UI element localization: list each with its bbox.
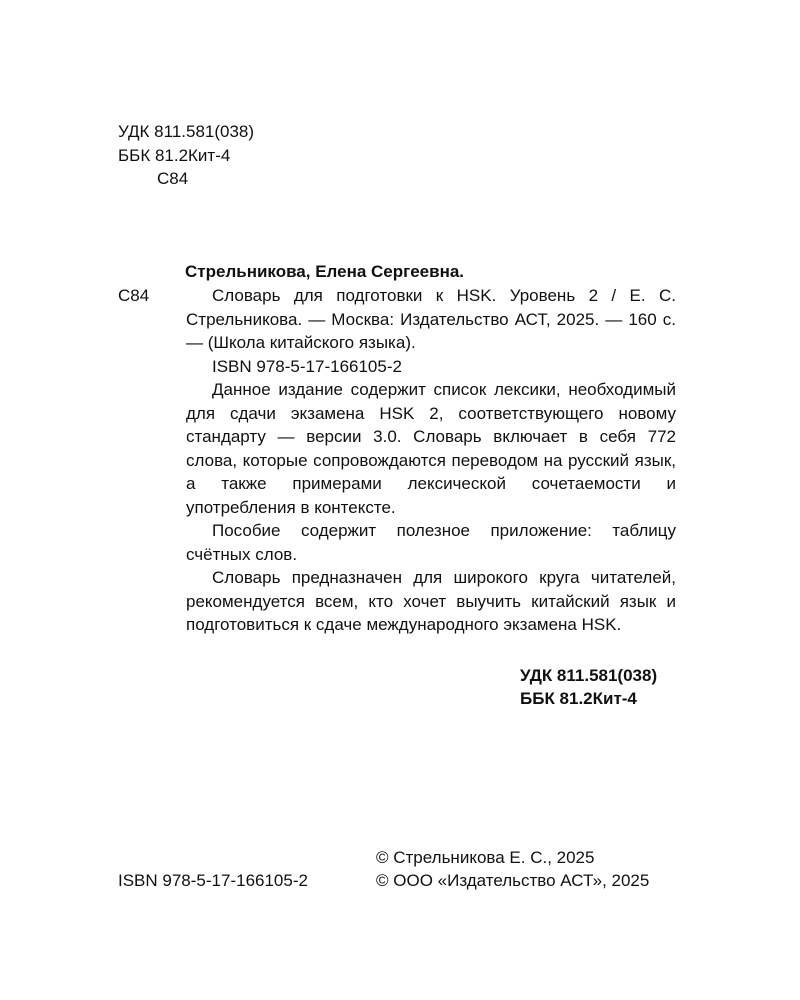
annotation-text: Данное издание содержит список лексики, необходимый для сдачи экзамена HSK 2, соответствующего новому стандарту — версии 3.0. Словарь включает в себя 772 слова, которые сопровождаются переводом на русский язык, а также примерами лексической сочетаемости и употребления в контексте. [186,380,676,517]
udk-code-bottom: УДК 811.581(038) [520,666,658,685]
author-heading: Стрельникова, Елена Сергеевна. [185,262,465,281]
record-isbn [186,355,676,379]
author-sign-record: С84 [118,286,150,305]
annotation-paragraph [186,378,676,519]
bbk-code-bottom: ББК 81.2Кит-4 [520,689,637,708]
record-isbn-text: ISBN 978-5-17-166105-2 [212,357,402,376]
bibliographic-text: Словарь для подготовки к HSK. Уровень 2 / Е. С. Стрельникова. — Москва: Издательство АСТ, 2025. — 160 с. — (Школа китайского языка). [186,286,676,352]
audience-paragraph [186,566,676,637]
copyright-publisher: © ООО «Издательство АСТ», 2025 [376,871,650,890]
copyright-author: © Стрельникова Е. С., 2025 [376,848,595,867]
audience-text: Словарь предназначен для широкого круга читателей, рекомендуется всем, кто хочет выучить китайский язык и подготовиться к сдаче международного экзамена HSK. [186,568,676,634]
author-sign-top: С84 [157,169,189,188]
appendix-paragraph [186,519,676,566]
bbk-code-top: ББК 81.2Кит-4 [118,146,231,165]
footer-isbn: ISBN 978-5-17-166105-2 [118,871,308,890]
bibliographic-description [186,284,676,355]
udk-code-top: УДК 811.581(038) [118,122,255,141]
appendix-text: Пособие содержит полезное приложение: таблицу счётных слов. [186,521,676,564]
